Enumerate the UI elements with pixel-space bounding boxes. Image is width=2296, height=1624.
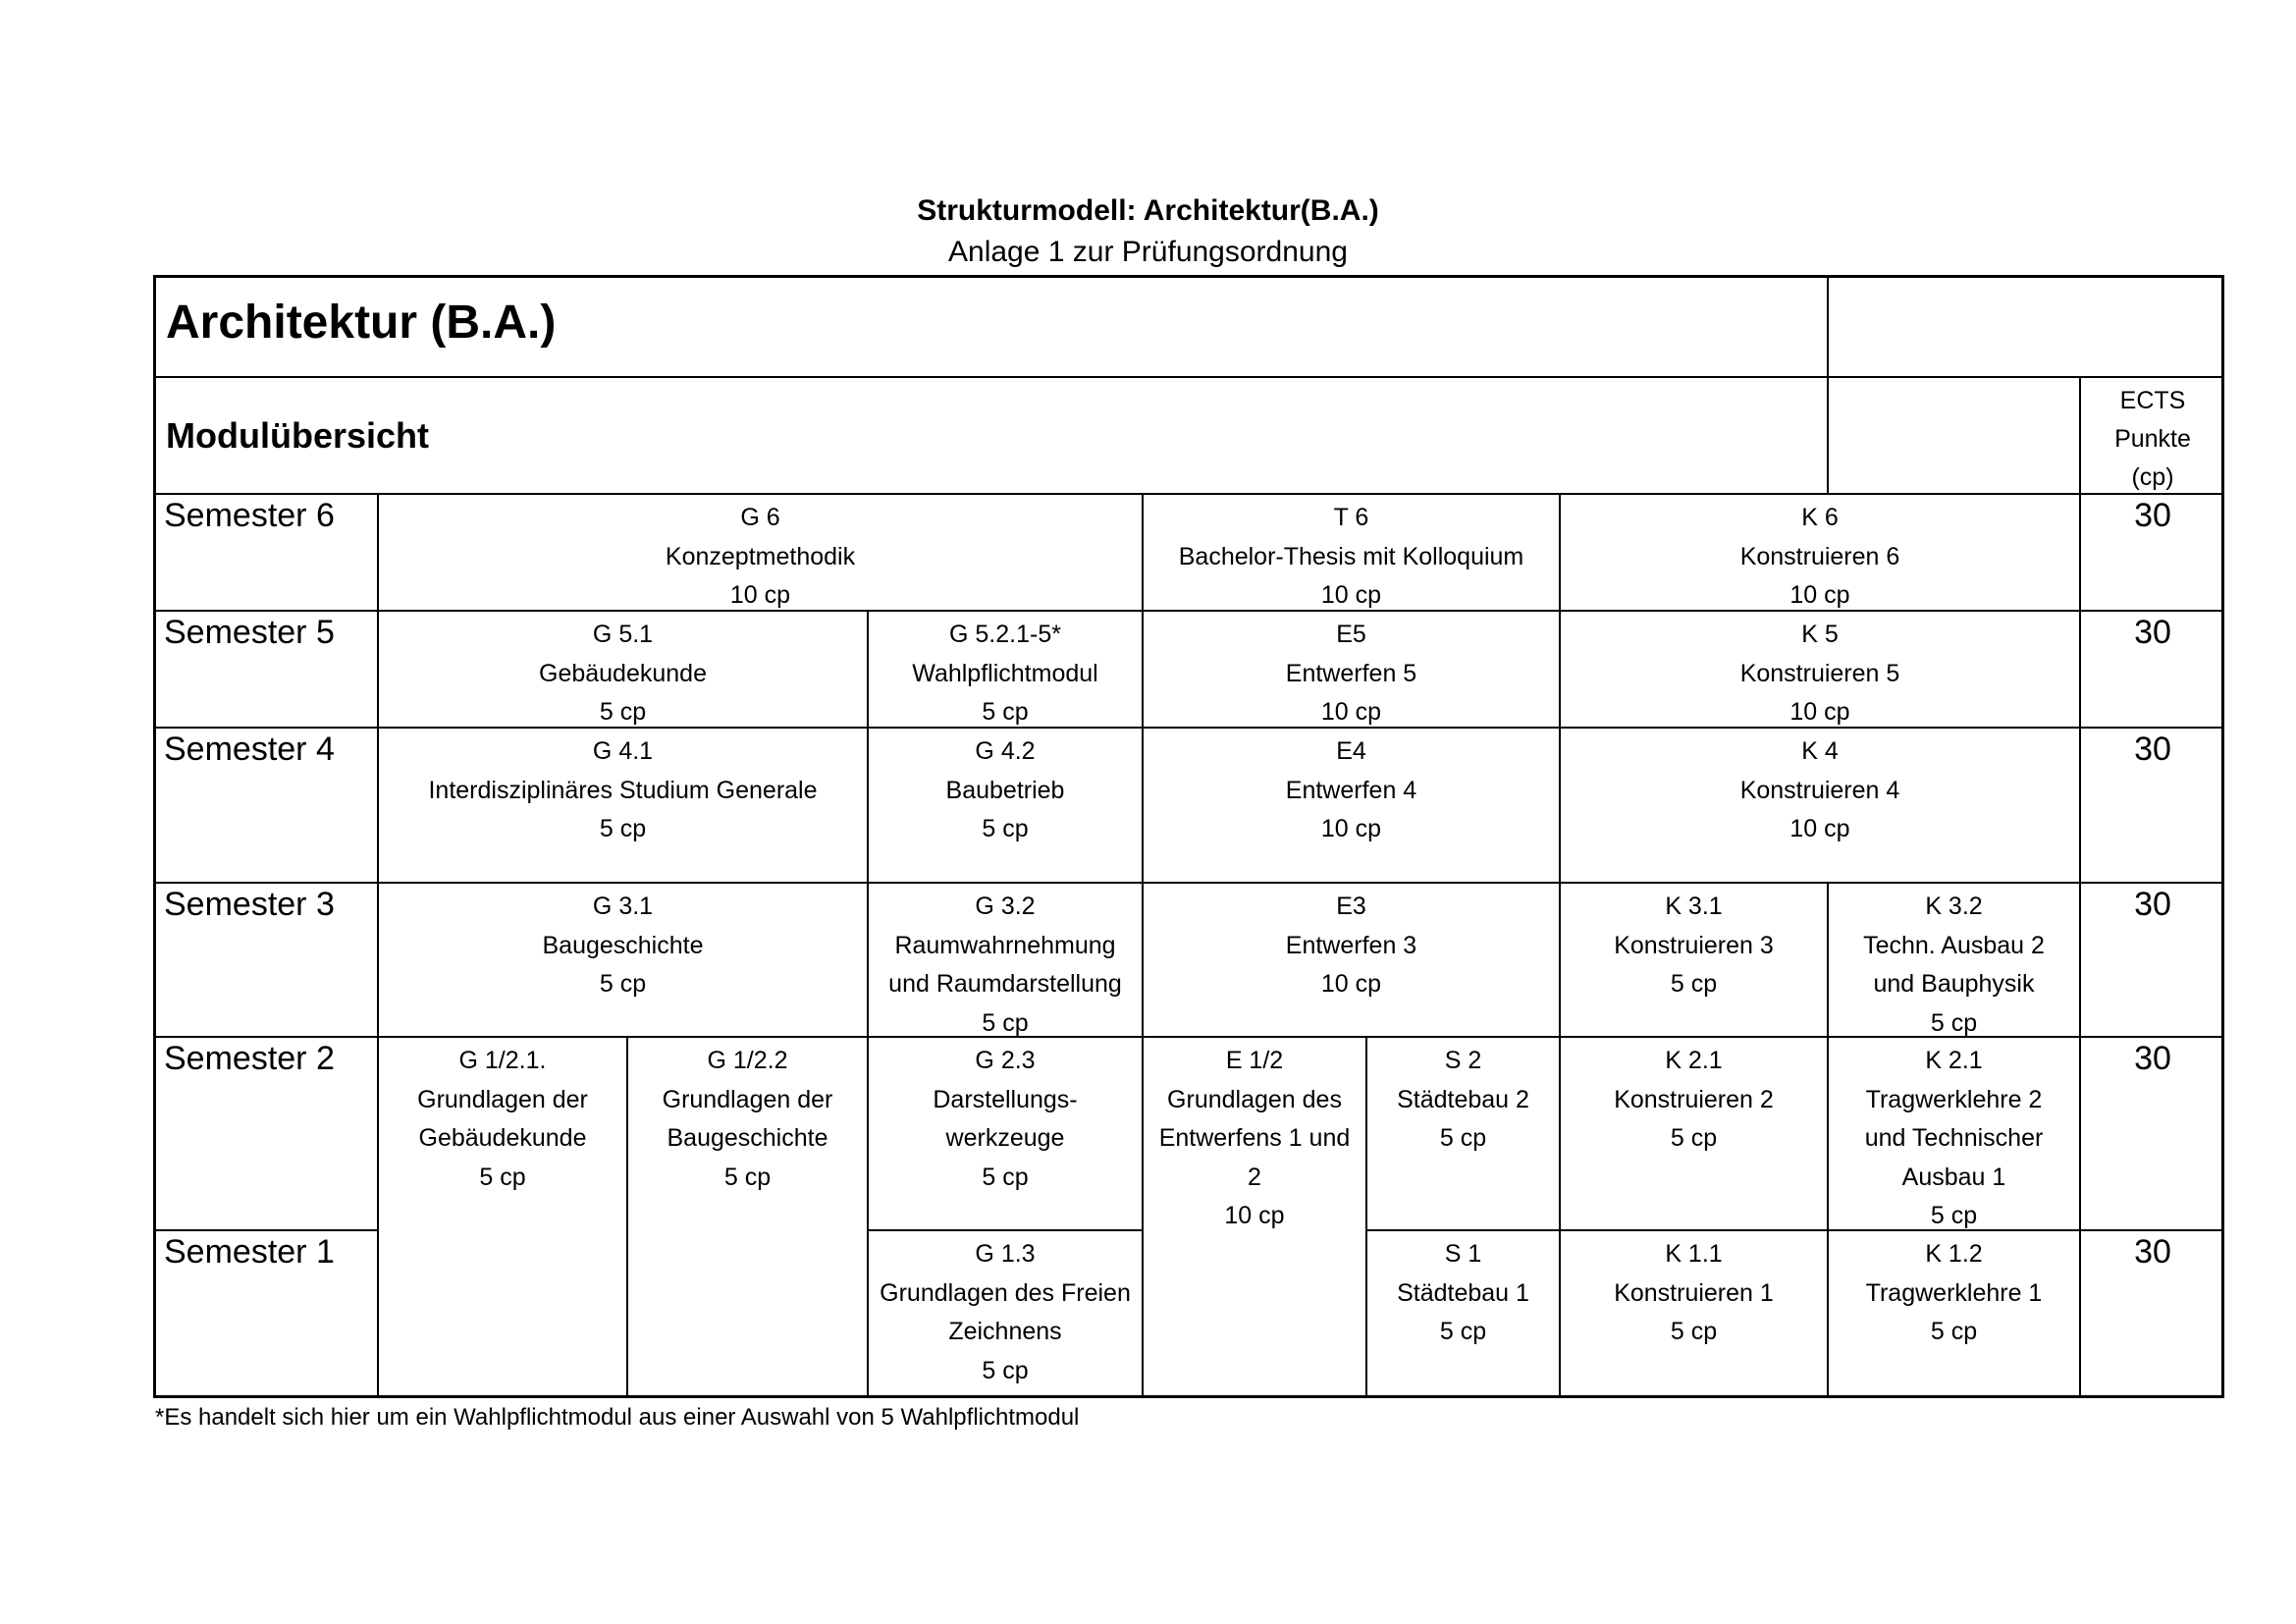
module-code: E3 bbox=[1336, 893, 1366, 920]
module-code: K 1.1 bbox=[1665, 1240, 1723, 1268]
module-name: Konstruieren 4 bbox=[1739, 776, 1900, 804]
module-name: Konzeptmethodik bbox=[665, 542, 856, 570]
module-k5 bbox=[1561, 612, 2081, 729]
module-credits: 10 cp bbox=[1320, 970, 1382, 998]
module-s1 bbox=[1367, 1231, 1561, 1398]
semester-4-points-value: 30 bbox=[2134, 731, 2171, 768]
module-name: Tragwerklehre 1 bbox=[1865, 1278, 2043, 1307]
module-credits: 10 cp bbox=[1789, 815, 1850, 842]
module-g5-2 bbox=[869, 612, 1144, 729]
module-k3-1 bbox=[1561, 884, 1829, 1038]
module-credits: 5 cp bbox=[1670, 970, 1718, 998]
module-name: Interdisziplinäres Studium Generale bbox=[428, 776, 818, 804]
module-credits: 5 cp bbox=[982, 1008, 1029, 1037]
module-name: Entwerfen 3 bbox=[1285, 931, 1417, 959]
module-credits: 5 cp bbox=[1439, 1318, 1487, 1345]
module-g6 bbox=[379, 495, 1144, 612]
semester-2-label: Semester 2 bbox=[164, 1040, 335, 1077]
module-name: Konstruieren 6 bbox=[1739, 542, 1900, 570]
module-code: G 5.2.1-5* bbox=[949, 621, 1061, 648]
semester-1-points-value: 30 bbox=[2134, 1233, 2171, 1271]
module-credits: 5 cp bbox=[982, 1356, 1029, 1384]
header-empty-cell bbox=[1829, 278, 2224, 378]
module-e4 bbox=[1144, 729, 1561, 884]
module-credits: 5 cp bbox=[982, 698, 1029, 726]
semester-6-label-cell bbox=[156, 495, 379, 612]
module-name: Entwerfen 5 bbox=[1285, 659, 1417, 687]
overview-label: Modulübersicht bbox=[166, 415, 429, 456]
module-g2-3 bbox=[869, 1038, 1144, 1231]
module-code: S 1 bbox=[1444, 1240, 1482, 1268]
module-code: E 1/2 bbox=[1225, 1047, 1284, 1074]
semester-3-points bbox=[2081, 884, 2224, 1038]
semester-5-label: Semester 5 bbox=[164, 614, 335, 651]
module-k2-1 bbox=[1561, 1038, 1829, 1231]
module-name: Grundlagen des bbox=[1167, 1085, 1342, 1113]
semester-4-points bbox=[2081, 729, 2224, 884]
module-name: Raumwahrnehmung bbox=[894, 931, 1116, 959]
module-s2 bbox=[1367, 1038, 1561, 1231]
module-credits: 5 cp bbox=[1670, 1124, 1718, 1152]
module-credits: 10 cp bbox=[729, 581, 791, 609]
module-name: Grundlagen der bbox=[662, 1085, 833, 1113]
module-k6 bbox=[1561, 495, 2081, 612]
module-code: G 1/2.1. bbox=[458, 1047, 547, 1074]
module-credits: 10 cp bbox=[1789, 698, 1850, 726]
module-code: G 2.3 bbox=[975, 1047, 1036, 1074]
module-name: Entwerfen 4 bbox=[1285, 776, 1417, 804]
module-name-line-2: Zeichnens bbox=[948, 1318, 1062, 1345]
module-name: Techn. Ausbau 2 bbox=[1863, 931, 2045, 959]
module-g1-2-1 bbox=[379, 1038, 628, 1398]
module-credits: 5 cp bbox=[1930, 1202, 1978, 1229]
module-t6 bbox=[1144, 495, 1561, 612]
module-credits: 5 cp bbox=[599, 815, 647, 842]
document-title: Strukturmodell: Architektur(B.A.) bbox=[917, 194, 1379, 227]
semester-5-points-value: 30 bbox=[2134, 614, 2171, 651]
module-name: Baubetrieb bbox=[945, 776, 1065, 804]
module-g1-3 bbox=[869, 1231, 1144, 1398]
document-subtitle: Anlage 1 zur Prüfungsordnung bbox=[948, 236, 1348, 268]
module-credits: 5 cp bbox=[1930, 1318, 1978, 1345]
module-name-line-2: und Bauphysik bbox=[1873, 970, 2035, 998]
module-name-line-2: und Technischer bbox=[1864, 1124, 2044, 1152]
module-e3 bbox=[1144, 884, 1561, 1038]
semester-5-label-cell bbox=[156, 612, 379, 729]
module-code: K 2.1 bbox=[1665, 1047, 1723, 1074]
module-g4-2 bbox=[869, 729, 1144, 884]
ects-header-line-2: Punkte bbox=[2114, 425, 2191, 453]
module-k2-1-tragwerk bbox=[1829, 1038, 2081, 1231]
module-g5-1 bbox=[379, 612, 869, 729]
module-e1-2 bbox=[1144, 1038, 1367, 1398]
module-name-line-2: Baugeschichte bbox=[667, 1124, 828, 1152]
module-name: Grundlagen des Freien bbox=[880, 1278, 1131, 1307]
module-credits: 10 cp bbox=[1789, 581, 1850, 609]
module-structure-table bbox=[153, 275, 2224, 1398]
module-k3-2 bbox=[1829, 884, 2081, 1038]
module-code: G 4.2 bbox=[975, 737, 1036, 765]
semester-3-label: Semester 3 bbox=[164, 886, 335, 923]
module-credits: 10 cp bbox=[1320, 581, 1382, 609]
module-credits: 10 cp bbox=[1320, 815, 1382, 842]
module-name: Darstellungs- bbox=[933, 1085, 1078, 1113]
module-credits: 5 cp bbox=[599, 970, 647, 998]
overview-label-cell bbox=[156, 378, 1829, 495]
module-code: K 4 bbox=[1801, 737, 1839, 765]
semester-6-points-value: 30 bbox=[2134, 497, 2171, 534]
module-name: Grundlagen der bbox=[417, 1085, 588, 1113]
module-code: E4 bbox=[1336, 737, 1366, 765]
module-credits: 5 cp bbox=[599, 698, 647, 726]
semester-3-points-value: 30 bbox=[2134, 886, 2171, 923]
module-g3-1 bbox=[379, 884, 869, 1038]
module-code: S 2 bbox=[1444, 1047, 1482, 1074]
module-code: E5 bbox=[1336, 621, 1366, 648]
program-title: Architektur (B.A.) bbox=[166, 297, 557, 349]
semester-1-label: Semester 1 bbox=[164, 1233, 335, 1271]
module-credits: 5 cp bbox=[982, 815, 1029, 842]
module-k1-1 bbox=[1561, 1231, 1829, 1398]
module-name: Konstruieren 2 bbox=[1614, 1085, 1774, 1113]
semester-2-points-value: 30 bbox=[2134, 1040, 2171, 1077]
footnote: *Es handelt sich hier um ein Wahlpflichtmodul aus einer Auswahl von 5 Wahlpflichtmodul bbox=[155, 1404, 1080, 1431]
module-code: G 6 bbox=[740, 504, 780, 531]
module-code: G 5.1 bbox=[592, 621, 654, 648]
module-name-line-2: Entwerfens 1 und bbox=[1158, 1124, 1351, 1152]
module-code: T 6 bbox=[1333, 504, 1369, 531]
module-e5 bbox=[1144, 612, 1561, 729]
ects-header-cell bbox=[2081, 378, 2224, 495]
semester-4-label-cell bbox=[156, 729, 379, 884]
module-name-line-2: werkzeuge bbox=[945, 1124, 1065, 1152]
header-blank-cell bbox=[1829, 378, 2081, 495]
module-credits: 10 cp bbox=[1320, 698, 1382, 726]
module-credits: 10 cp bbox=[1224, 1202, 1285, 1229]
module-g1-2-2 bbox=[628, 1038, 869, 1398]
module-name: Bachelor-Thesis mit Kolloquium bbox=[1178, 542, 1524, 570]
module-credits: 5 cp bbox=[479, 1163, 526, 1191]
module-name: Konstruieren 3 bbox=[1614, 931, 1774, 959]
module-k1-2 bbox=[1829, 1231, 2081, 1398]
module-k4 bbox=[1561, 729, 2081, 884]
module-code: K 5 bbox=[1801, 621, 1839, 648]
module-name: Tragwerklehre 2 bbox=[1865, 1085, 2043, 1113]
module-code: K 3.1 bbox=[1665, 893, 1723, 920]
module-name-line-3: 2 bbox=[1248, 1163, 1261, 1191]
module-credits: 5 cp bbox=[1670, 1318, 1718, 1345]
program-title-cell bbox=[156, 278, 1829, 378]
module-code: G 4.1 bbox=[592, 737, 654, 765]
semester-6-label: Semester 6 bbox=[164, 497, 335, 534]
ects-header-line-1: ECTS bbox=[2119, 387, 2186, 414]
module-name: Konstruieren 5 bbox=[1739, 659, 1900, 687]
module-code: K 2.1 bbox=[1925, 1047, 1983, 1074]
semester-4-label: Semester 4 bbox=[164, 731, 335, 768]
module-g4-1 bbox=[379, 729, 869, 884]
module-code: G 1/2.2 bbox=[707, 1047, 788, 1074]
module-name: Baugeschichte bbox=[542, 931, 704, 959]
module-code: K 6 bbox=[1801, 504, 1839, 531]
module-code: G 1.3 bbox=[975, 1240, 1036, 1268]
module-credits: 5 cp bbox=[1439, 1124, 1487, 1152]
module-credits: 5 cp bbox=[723, 1163, 772, 1191]
module-name: Gebäudekunde bbox=[539, 659, 707, 687]
module-name-line-2: Gebäudekunde bbox=[418, 1124, 587, 1152]
module-code: K 1.2 bbox=[1925, 1240, 1983, 1268]
module-name: Städtebau 2 bbox=[1397, 1085, 1529, 1113]
semester-6-points bbox=[2081, 495, 2224, 612]
module-name: Konstruieren 1 bbox=[1614, 1278, 1774, 1307]
semester-1-label-cell bbox=[156, 1231, 379, 1398]
semester-3-label-cell bbox=[156, 884, 379, 1038]
module-code: K 3.2 bbox=[1925, 893, 1983, 920]
ects-header-line-3: (cp) bbox=[2131, 463, 2174, 491]
semester-1-points bbox=[2081, 1231, 2224, 1398]
semester-2-label-cell bbox=[156, 1038, 379, 1231]
module-code: G 3.2 bbox=[975, 893, 1036, 920]
module-name: Städtebau 1 bbox=[1397, 1278, 1529, 1307]
module-g3-2 bbox=[869, 884, 1144, 1038]
module-code: G 3.1 bbox=[592, 893, 654, 920]
semester-2-points bbox=[2081, 1038, 2224, 1231]
module-credits: 5 cp bbox=[982, 1163, 1029, 1191]
semester-5-points bbox=[2081, 612, 2224, 729]
module-name: Wahlpflichtmodul bbox=[912, 659, 1098, 687]
module-credits: 5 cp bbox=[1930, 1008, 1978, 1037]
module-name-line-3: Ausbau 1 bbox=[1901, 1163, 2006, 1191]
module-name-line-2: und Raumdarstellung bbox=[888, 970, 1122, 998]
